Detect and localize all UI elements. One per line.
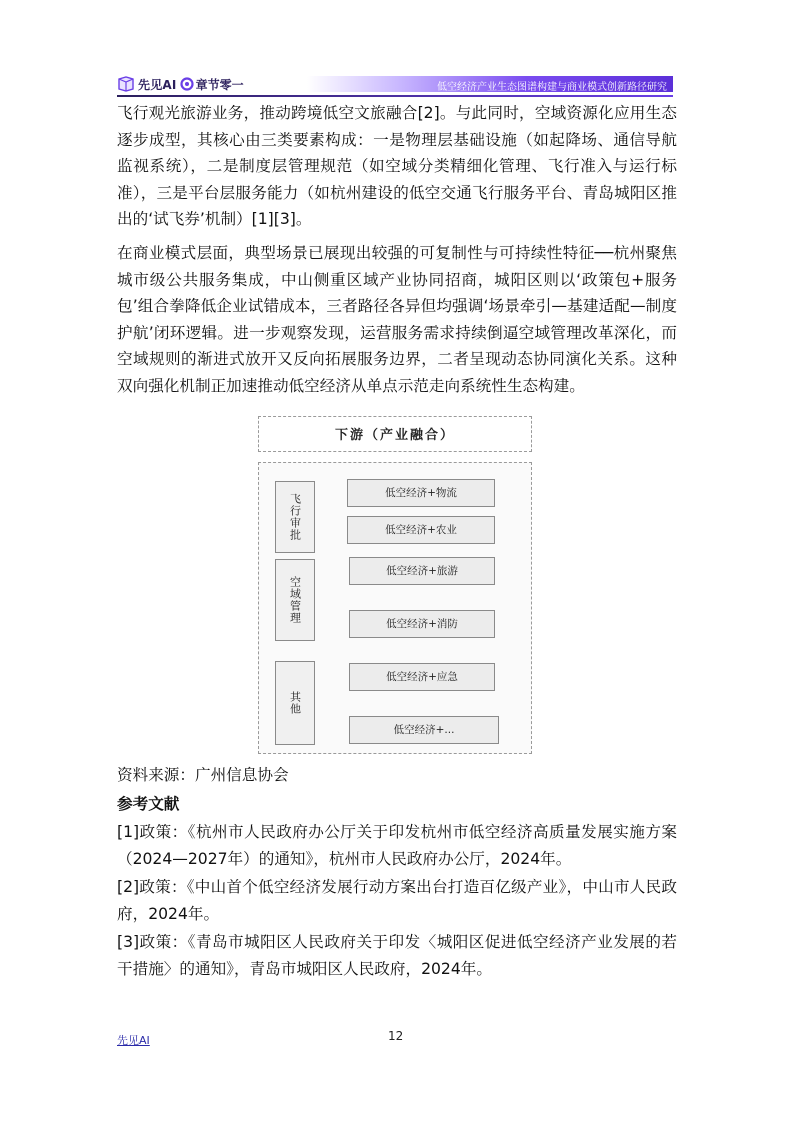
category-airspace-management xyxy=(275,559,315,641)
header-title: 低空经济产业生态图谱构建与商业模式创新路径研究 xyxy=(437,82,667,93)
page-header xyxy=(117,74,673,94)
category-label: 其他 xyxy=(288,691,302,715)
header-banner xyxy=(307,76,673,92)
item-agriculture: 低空经济+农业 xyxy=(347,516,495,544)
brand-name-secondary: 章节零一 xyxy=(195,77,244,92)
page-number: 12 xyxy=(388,1029,404,1043)
brand-logo xyxy=(117,74,244,94)
paragraph-text: 飞行观光旅游业务，推动跨境低空文旅融合[2]。与此同时，空域资源化应用生态逐步成型，其核心由三类要素构成：一是物理层基础设施（如起降场、通信导航监视系统），二是制度层管理规范（如空域分类精细化管理、飞行准入与运行标准），三是平台层服务能力（如杭州建设的低空交通飞行服务平台、青岛城阳区推出的‘试飞券’机制）[1][3]。 xyxy=(117,104,677,229)
footer-brand-link[interactable]: 先见AI xyxy=(117,1034,150,1047)
item-more: 低空经济+... xyxy=(349,716,499,744)
brand-name: 先见AI xyxy=(138,77,177,92)
reference-item: [1]政策：《杭州市人民政府办公厅关于印发杭州市低空经济高质量发展实施方案（2024—2027年）的通知》，杭州市人民政府办公厅，2024年。 xyxy=(117,823,677,868)
reference-item: [2]政策：《中山首个低空经济发展行动方案出台打造百亿级产业》，中山市人民政府，2024年。 xyxy=(117,878,677,923)
item-emergency: 低空经济+应急 xyxy=(349,663,495,691)
item-firefighting: 低空经济+消防 xyxy=(349,610,495,638)
item-logistics: 低空经济+物流 xyxy=(347,479,495,507)
figure-source-caption: 资料来源：广州信息协会 xyxy=(117,766,289,784)
references-heading: 参考文献 xyxy=(117,795,180,813)
category-other xyxy=(275,661,315,745)
figure-header-box xyxy=(258,416,532,452)
header-divider xyxy=(117,95,673,97)
figure-title: 下游（产业融合） xyxy=(334,428,455,443)
body-paragraph-1 xyxy=(117,100,677,233)
ring-logo-icon xyxy=(180,77,194,91)
item-tourism: 低空经济+旅游 xyxy=(349,557,495,585)
category-label: 空域管理 xyxy=(288,576,302,624)
figure-diagram xyxy=(258,462,532,754)
category-flight-approval xyxy=(275,481,315,553)
paragraph-text: 在商业模式层面，典型场景已展现出较强的可复制性与可持续性特征──杭州聚焦城市级公共服务集成，中山侧重区域产业协同招商，城阳区则以‘政策包+服务包’组合拳降低企业试错成本，三者路径各异但均强调‘场景牵引—基建适配—制度护航’闭环逻辑。进一步观察发现，运营服务需求持续倒逼空域管理改革深化，而空域规则的渐进式放开又反向拓展服务边界，二者呈现动态协同演化关系。这种双向强化机制正加速推动低空经济从单点示范走向系统性生态构建。 xyxy=(117,244,677,395)
body-paragraph-2 xyxy=(117,240,677,400)
references-list xyxy=(117,819,677,985)
reference-item: [3]政策：《青岛市城阳区人民政府关于印发〈城阳区促进低空经济产业发展的若干措施〉的通知》，青岛市城阳区人民政府，2024年。 xyxy=(117,933,677,978)
cube-logo-icon xyxy=(117,76,135,92)
category-label: 飞行审批 xyxy=(288,493,302,541)
